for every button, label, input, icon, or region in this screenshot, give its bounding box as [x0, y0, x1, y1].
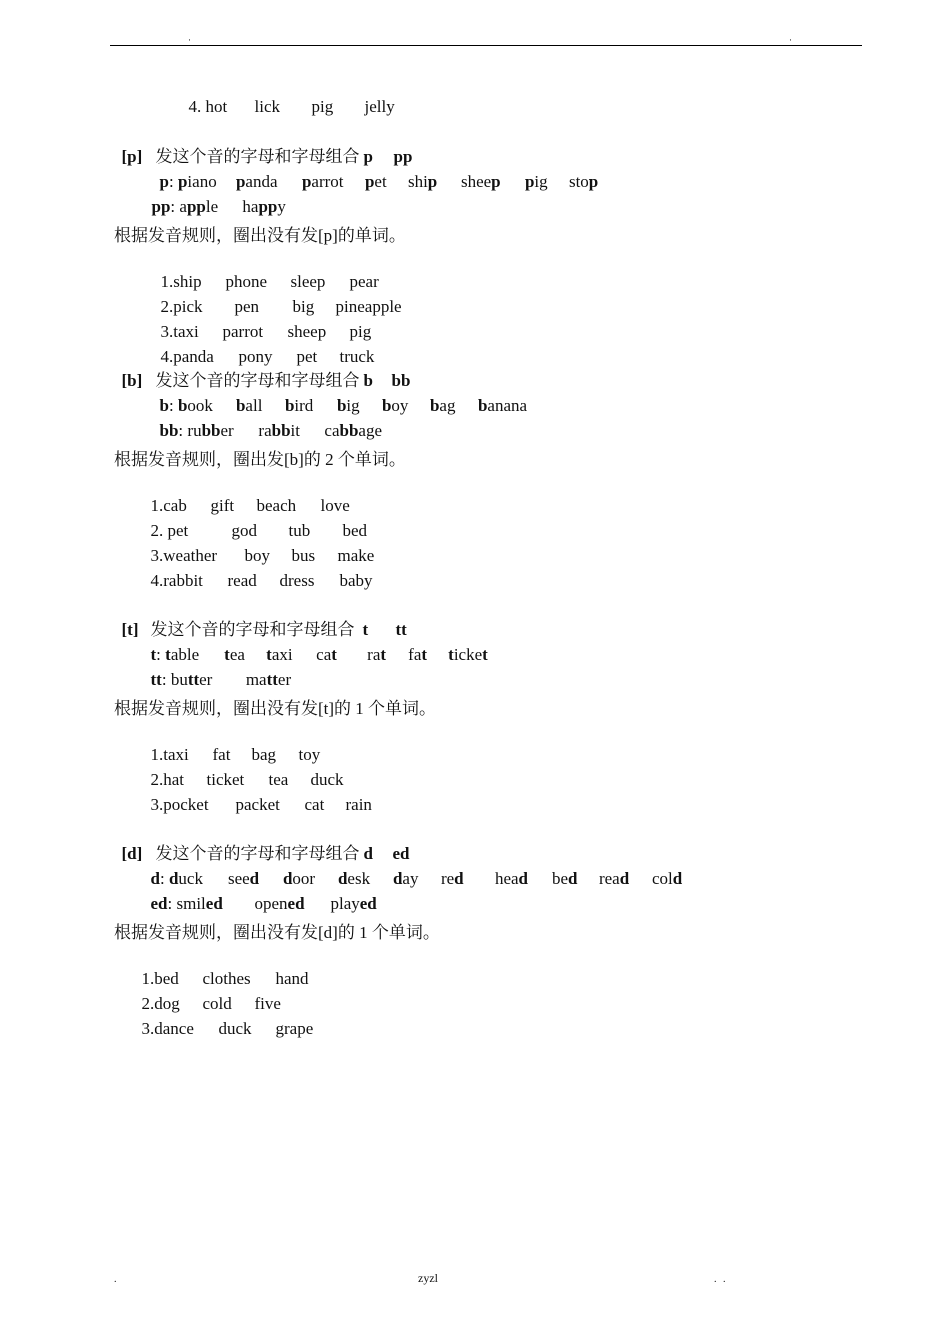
t-example-words: t: table tea taxi cat rat fat ticket [150, 645, 488, 664]
exercise-word[interactable]: ticket [206, 770, 245, 789]
example-word: matter [245, 670, 292, 689]
letter-group: bb [391, 371, 411, 390]
exercise-word[interactable]: bag [251, 745, 277, 764]
footer-text: zyzl [418, 1271, 438, 1285]
exercise-row [142, 775, 372, 815]
top-row [180, 77, 395, 117]
example-label: b [159, 396, 169, 415]
exercise-word[interactable]: pineapple [335, 297, 402, 316]
example-word: cat [316, 645, 337, 664]
example-word: day [392, 869, 419, 888]
letter-group: p [363, 147, 373, 166]
exercise-word[interactable]: 2.pick [160, 297, 203, 316]
p-example-words: p: piano panda parrot pet ship sheep pig stop [159, 172, 599, 191]
phonetic-symbol: [t] [121, 620, 139, 639]
example-label: p [159, 172, 169, 191]
exercise-word[interactable]: phone [225, 272, 268, 291]
section-intro: 发这个音的字母和字母组合 [150, 620, 355, 639]
example-word: duck [168, 869, 203, 888]
exercise-row [142, 551, 373, 591]
example-word: sheep [460, 172, 501, 191]
exercise-word[interactable]: duck [310, 770, 344, 789]
letter-group: t [362, 620, 369, 639]
exercise-word[interactable]: pony [238, 347, 273, 366]
exercise-word[interactable]: make [337, 546, 375, 565]
example-label: tt [150, 670, 162, 689]
top-row-item: lick [254, 97, 280, 116]
example-word: big [336, 396, 360, 415]
example-word: bed [551, 869, 578, 888]
exercise-word[interactable]: 3.taxi [160, 322, 199, 341]
letter-group: ed [392, 844, 410, 863]
example-label: t [150, 645, 157, 664]
top-row-item: pig [311, 97, 334, 116]
example-word: fat [408, 645, 428, 664]
phonetic-symbol: [d] [121, 844, 143, 863]
example-word: pig [524, 172, 548, 191]
ed-example-words: ed: smiled opened played [150, 894, 377, 913]
example-label: pp [151, 197, 171, 216]
example-word: seed [227, 869, 260, 888]
exercise-word[interactable]: hand [275, 969, 309, 988]
exercise-word[interactable]: clothes [202, 969, 251, 988]
exercise-word[interactable]: fat [212, 745, 231, 764]
pp-example-words: pp: apple happy [151, 197, 286, 216]
exercise-word[interactable]: pen [234, 297, 260, 316]
d-example-words: d: duck seed door desk day red head bed read cold [150, 869, 683, 888]
example-word: panda [235, 172, 278, 191]
example-word: desk [337, 869, 371, 888]
top-row-item: 4. hot [188, 97, 228, 116]
exercise-word[interactable]: dress [279, 571, 315, 590]
exercise-word[interactable]: baby [339, 571, 373, 590]
example-word: banana [477, 396, 528, 415]
example-word: boy [381, 396, 409, 415]
exercise-instruction: 根据发音规则，圈出发[b]的 2 个单词。 [114, 450, 406, 469]
exercise-word[interactable]: 1.bed [141, 969, 179, 988]
letter-group: b [363, 371, 373, 390]
exercise-word[interactable]: parrot [222, 322, 264, 341]
example-word: bag [429, 396, 456, 415]
letter-group: d [363, 844, 373, 863]
exercise-word[interactable]: rain [345, 795, 372, 814]
exercise-word[interactable]: tub [288, 521, 311, 540]
section-intro: 发这个音的字母和字母组合 [155, 147, 360, 166]
example-word: pet [364, 172, 387, 191]
exercise-word[interactable]: 1.taxi [150, 745, 189, 764]
exercise-word[interactable]: 3.pocket [150, 795, 209, 814]
example-word: read [598, 869, 630, 888]
exercise-word[interactable]: 4.panda [160, 347, 214, 366]
header-dot-left: · [188, 35, 191, 45]
footer-left-mark: . [114, 1274, 117, 1285]
exercise-word[interactable]: 2. pet [150, 521, 189, 540]
section-intro: 发这个音的字母和字母组合 [155, 371, 360, 390]
exercise-word[interactable]: bed [342, 521, 368, 540]
exercise-word[interactable]: 3.dance [141, 1019, 194, 1038]
example-word: ticket [448, 645, 488, 664]
example-word: cold [651, 869, 683, 888]
example-label: d [150, 869, 160, 888]
example-word: parrot [301, 172, 344, 191]
exercise-word[interactable]: boy [244, 546, 270, 565]
example-word: bird [284, 396, 314, 415]
exercise-word[interactable]: five [254, 994, 281, 1013]
exercise-word[interactable]: 3.weather [150, 546, 218, 565]
phonetic-symbol: [b] [121, 371, 143, 390]
example-word: red [440, 869, 464, 888]
letter-group: pp [393, 147, 413, 166]
exercise-instruction: 根据发音规则，圈出没有发[d]的 1 个单词。 [114, 923, 440, 942]
header-dot-right: · [789, 35, 792, 45]
example-word: book [177, 396, 213, 415]
example-word: smiled [176, 894, 223, 913]
b-example-words: b: book ball bird big boy bag banana [159, 396, 528, 415]
exercise-word[interactable]: 2.dog [141, 994, 180, 1013]
exercise-row [133, 999, 313, 1039]
phonetic-symbol: [p] [121, 147, 143, 166]
exercise-word[interactable]: pear [349, 272, 379, 291]
example-label: bb [159, 421, 179, 440]
example-word: rat [367, 645, 387, 664]
exercise-word[interactable]: big [292, 297, 315, 316]
exercise-word[interactable]: sheep [287, 322, 327, 341]
bb-example-words: bb: rubber rabbit cabbage [159, 421, 383, 440]
header-rule [110, 45, 862, 46]
exercise-word[interactable]: pig [349, 322, 372, 341]
top-row-item: jelly [364, 97, 395, 116]
example-word: piano [177, 172, 217, 191]
exercise-word[interactable]: god [231, 521, 257, 540]
exercise-word[interactable]: 1.cab [150, 496, 187, 515]
exercise-word[interactable]: 1.ship [160, 272, 202, 291]
exercise-word[interactable]: cold [202, 994, 232, 1013]
example-word: rubber [187, 421, 234, 440]
exercise-word[interactable]: toy [298, 745, 321, 764]
example-word: taxi [266, 645, 293, 664]
exercise-word[interactable]: tea [268, 770, 289, 789]
exercise-word[interactable]: sleep [290, 272, 326, 291]
exercise-word[interactable]: read [227, 571, 257, 590]
exercise-word[interactable]: love [320, 496, 350, 515]
exercise-word[interactable]: packet [235, 795, 280, 814]
example-word: happy [242, 197, 286, 216]
example-word: stop [568, 172, 599, 191]
example-word: ship [407, 172, 438, 191]
exercise-word[interactable]: cat [304, 795, 325, 814]
exercise-instruction: 根据发音规则，圈出没有发[t]的 1 个单词。 [114, 699, 437, 718]
example-label: ed [150, 894, 168, 913]
example-word: butter [170, 670, 213, 689]
section-intro: 发这个音的字母和字母组合 [155, 844, 360, 863]
exercise-word[interactable]: truck [339, 347, 375, 366]
example-word: ball [235, 396, 263, 415]
exercise-word[interactable]: bus [291, 546, 316, 565]
exercise-word[interactable]: pet [296, 347, 318, 366]
tt-example-words: tt: butter matter [150, 670, 292, 689]
example-word: door [282, 869, 316, 888]
example-word: played [330, 894, 377, 913]
exercise-word[interactable]: grape [275, 1019, 314, 1038]
example-word: apple [179, 197, 219, 216]
exercise-word[interactable]: 2.hat [150, 770, 185, 789]
example-word: head [494, 869, 529, 888]
example-word: opened [254, 894, 305, 913]
exercise-word[interactable]: beach [256, 496, 297, 515]
letter-group: tt [395, 620, 407, 639]
exercise-word[interactable]: 4.rabbit [150, 571, 203, 590]
exercise-word[interactable]: gift [210, 496, 235, 515]
example-word: rabbit [258, 421, 300, 440]
example-word: table [165, 645, 200, 664]
example-word: cabbage [324, 421, 383, 440]
exercise-instruction: 根据发音规则，圈出没有发[p]的单词。 [114, 226, 406, 245]
example-word: tea [224, 645, 245, 664]
footer-right-mark: . . [714, 1274, 728, 1285]
exercise-word[interactable]: duck [218, 1019, 252, 1038]
